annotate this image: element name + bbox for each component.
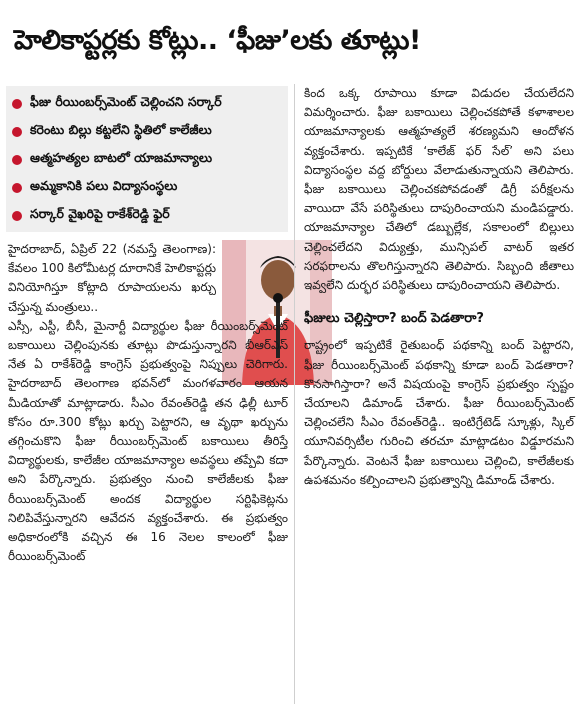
article-intro: హైదరాబాద్, ఏప్రిల్ 22 (నమస్తే తెలంగాణ): కేవలం 100 కిలోమీటర్ల దూరానికే హెలికాప్టర్లు వినియోగిస్తూ కోట్లాది రూపాయలను ఖర్చు చేస్తున్న మంత్రులు.. [8,242,217,314]
article-paragraph: ఎస్సీ, ఎస్టీ, బీసీ, మైనార్టీ విద్యార్థుల ఫీజు రీయింబర్స్‌మెంట్ బకాయిలు చెల్లింపునకు తూట్లు పొడుస్తున్నారని బీఆర్ఎస్ నేత ఏ రాకేశ్‌రెడ్డి కాంగ్రెస్ ప్రభుత్వంపై నిప్పులు చెరిగారు. హైదరాబాద్ తెలంగాణ భవన్‌లో మంగళవారం ఆయన మీడియాతో మాట్లాడారు. సీఎం రేవంత్‌రెడ్డి తన ఢిల్లీ టూర్ కోసం రూ.300 కోట్లు ఖర్చు పెట్టారని, ఆ వృథా ఖర్చును తగ్గించుకొని ఫీజు రీయింబర్స్‌మెంట్ బకాయిలు తీరిస్తే విద్యార్థులకు, కాలేజీల యాజమాన్యాల అవస్థలు తప్పేవి కదా అని పేర్కొన్నారు. ప్రభుత్వం నుంచి కాలేజీలకు ఫీజు రీయింబర్స్‌మెంట్ అందక విద్యార్థుల సర్టిఫికెట్లను నిలిపివేస్తున్నారని ఆవేదన వ్యక్తంచేశారు. ఈ ప్రభుత్వం అధికారంలోకి వచ్చిన ఈ 16 నెలల కాలంలో ఫీజు రీయింబర్స్‌మెంట్ [8,318,288,564]
highlight-item [12,174,282,201]
column-divider [294,84,295,704]
highlight-item [12,146,282,173]
highlight-text: కరెంటు బిల్లు కట్టలేని స్థితిలో కాలేజీలు [30,122,212,137]
article-column-left [8,240,288,566]
highlight-text: అమ్మకానికి పలు విద్యాసంస్థలు [30,178,178,193]
highlight-item [12,90,282,117]
highlight-text: సర్కార్ వైఖరిపై రాకేశ్‌రెడ్డి ఫైర్ [30,206,170,221]
article-column-right [304,84,574,490]
highlight-item [12,118,282,145]
article-subheading: ఫీజులు చెల్లిస్తారా? బంద్ పెడతారా? [304,311,484,327]
article-paragraph: రాష్ట్రంలో ఇప్పటికే రైతుబంధ్ పథకాన్ని బంద్ పెట్టారని, ఫీజు రీయింబర్స్‌మెంట్ పథకాన్ని కూడా బంద్ పెడతారా? కొనసాగిస్తారా? అనే విషయంపై కాంగ్రెస్ ప్రభుత్వం స్పష్టం చేయాలని డిమాండ్ చేశారు. ఫీజు రీయింబర్స్‌మెంట్ చెల్లించలేని సీఎం రేవంత్‌రెడ్డి.. ఇంటిగ్రేటెడ్ స్కూళ్లు, స్కిల్ యూనివర్సిటీల గురించి తరచూ మాట్లాడటం విడ్డూరమని పేర్కొన్నారు. వెంటనే ఫీజు బకాయిలు చెల్లించి, కాలేజీలకు ఉపశమనం కల్పించాలని ప్రభుత్వాన్ని డిమాండ్ చేశారు. [304,338,574,487]
highlight-text: ఆత్మహత్యల బాటలో యాజమాన్యాలు [30,150,213,165]
headline: హెలికాప్టర్లకు కోట్లు.. ‘ఫీజు’లకు తూట్లు! [14,25,421,56]
bullet-dot-icon [12,127,22,137]
bullet-dot-icon [12,183,22,193]
bullet-dot-icon [12,211,22,221]
bullet-dot-icon [12,99,22,109]
article-paragraph: కింద ఒక్క రూపాయి కూడా విడుదల చేయలేదని విమర్శించారు. ఫీజు బకాయిలు చెల్లించకపోతే కళాశాలల యాజమాన్యాలకు ఆత్మహత్యలే శరణ్యమని ఆందోళన వ్యక్తంచేశారు. ఇప్పటికే ‘కాలేజ్ ఫర్ సేల్’ అని పలు విద్యాసంస్థల వద్ద బోర్డులు వేలాడుతున్నాయని తెలిపారు. ఫీజు బకాయిలు చెల్లించకపోవడంతో డిగ్రీ పరీక్షలను వాయిదా వేసే పరిస్థితులు దాపురించాయని మండిపడ్డారు. యాజమాన్యాల చేతిలో డబ్బుల్లేక, సకాలంలో బిల్లులు చెల్లించలేదని విద్యుత్తు, మున్సిపల్ వాటర్ ఇతర సరఫరాలను తొలగిస్తున్నారని తెలిపారు. సిబ్బంది జీతాలు ఇవ్వలేని దుర్భర పరిస్థితులు దాపురించాయని తెలిపారు. [304,86,574,293]
highlight-item [12,202,282,229]
highlight-text: ఫీజు రీయింబర్స్‌మెంట్ చెల్లించని సర్కార్ [30,94,222,109]
bullet-dot-icon [12,155,22,165]
highlights-box [6,86,288,232]
